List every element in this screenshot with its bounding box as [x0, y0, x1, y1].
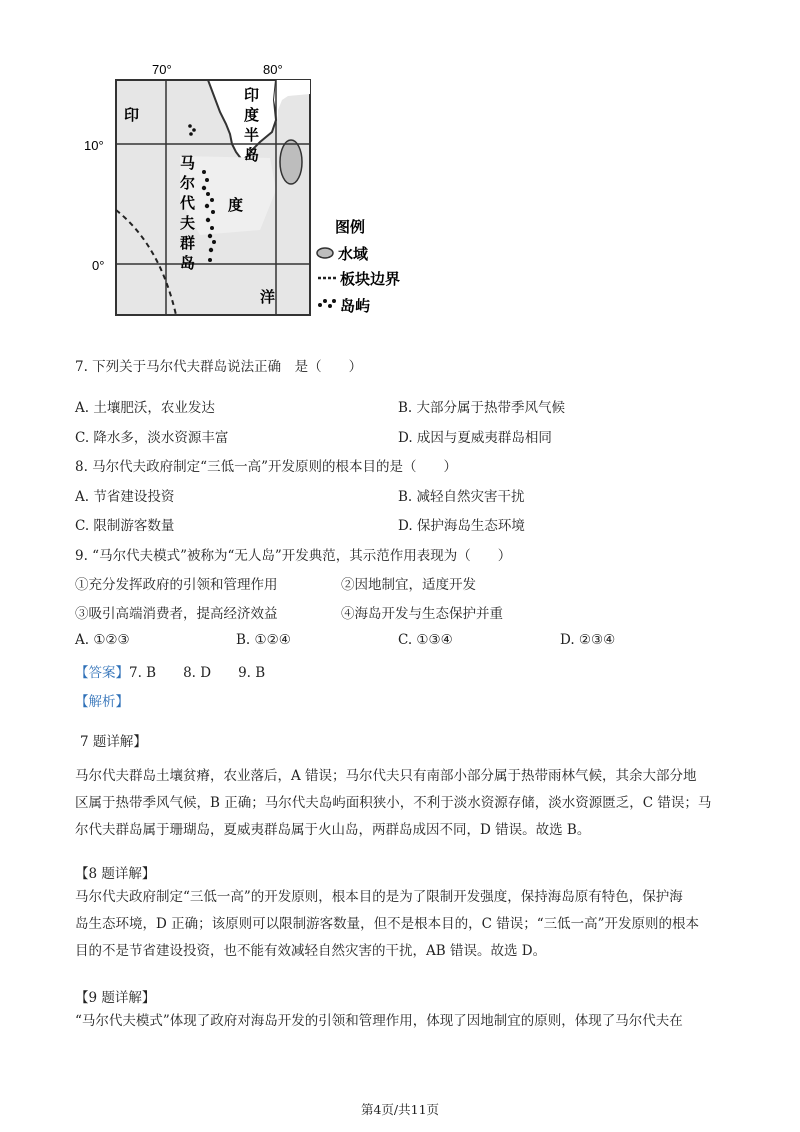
detail-8-line-2: 岛生态环境，D 正确；该原则可以限制游客数量，但不是根本目的，C 错误；“三低一高”开发原则的根本	[75, 916, 700, 932]
label-yang: 洋	[260, 288, 276, 306]
peninsula-char-4: 岛	[244, 146, 260, 164]
lat-label-10: 10°	[84, 138, 104, 153]
q8-stem: 8. 马尔代夫政府制定“三低一高”开发原则的根本目的是（ ）	[75, 459, 457, 475]
legend-plate: 板块边界	[340, 270, 401, 288]
q9-statement-4: ④海岛开发与生态保护并重	[341, 606, 503, 622]
peninsula-char-1: 印	[244, 86, 260, 104]
detail-8-body	[75, 884, 735, 965]
q9-statement-3: ③吸引高端消费者，提高经济效益	[75, 606, 278, 622]
q9-stem: 9. “马尔代夫模式”被称为“无人岛”开发典范，其示范作用表现为（ ）	[75, 548, 512, 564]
detail-8-line-1: 马尔代夫政府制定“三低一高”的开发原则，根本目的是为了限制开发强度，保持海岛原有特色，保护海	[75, 889, 683, 905]
q7-option-d: D. 成因与夏威夷群岛相同	[398, 430, 552, 446]
q9-option-a: A. ①②③	[75, 632, 130, 648]
q9-option-c: C. ①③④	[398, 632, 453, 648]
maldives-char-6: 岛	[180, 254, 196, 272]
detail-8-heading: 【8 题详解】	[75, 866, 156, 882]
sri-lanka-island	[280, 140, 302, 184]
maldives-char-4: 夫	[180, 214, 196, 232]
q9-statement-2: ②因地制宜，适度开发	[341, 577, 476, 593]
answer-line	[75, 661, 265, 681]
legend-island: 岛屿	[340, 297, 371, 315]
water-legend-icon	[317, 248, 333, 258]
label-yin: 印	[124, 106, 140, 124]
lon-label-70: 70°	[152, 62, 172, 77]
lat-label-0: 0°	[92, 258, 105, 273]
label-du: 度	[228, 196, 244, 214]
q7-option-a: A. 土壤肥沃，农业发达	[75, 400, 215, 416]
peninsula-char-3: 半	[244, 126, 260, 144]
maldives-char-3: 代	[180, 194, 196, 212]
detail-9-line-1: “马尔代夫模式”体现了政府对海岛开发的引领和管理作用，体现了因地制宜的原则，体现了马尔代夫在	[75, 1013, 683, 1029]
detail-7-body	[75, 763, 735, 844]
maldives-char-5: 群	[180, 234, 196, 252]
island-legend-icon	[318, 299, 336, 308]
q8-option-b: B. 减轻自然灾害干扰	[398, 489, 525, 505]
detail-7-line-3: 尔代夫群岛属于珊瑚岛，夏威夷群岛属于火山岛，两群岛成因不同，D 错误。故选 B。	[75, 822, 591, 838]
maldives-char-2: 尔	[180, 174, 196, 192]
q7-option-c: C. 降水多，淡水资源丰富	[75, 430, 229, 446]
map-legend	[317, 218, 400, 315]
q8-option-c: C. 限制游客数量	[75, 518, 175, 534]
analysis-label: 【解析】	[75, 694, 129, 710]
legend-water: 水域	[338, 245, 369, 263]
page-footer: 第4页/共11页	[360, 1102, 440, 1117]
detail-7-line-1: 马尔代夫群岛土壤贫瘠，农业落后，A 错误；马尔代夫只有南部小部分属于热带雨林气候，其余大部分地	[75, 768, 697, 784]
q9-option-d: D. ②③④	[560, 632, 616, 648]
answer-values: 7. B 8. D 9. B	[129, 665, 266, 681]
detail-8-line-3: 目的不是节省建设投资，也不能有效减轻自然灾害的干扰，AB 错误。故选 D。	[75, 943, 547, 959]
maldives-char-1: 马	[180, 154, 196, 172]
q7-option-b: B. 大部分属于热带季风气候	[398, 400, 566, 416]
q9-statement-1: ①充分发挥政府的引领和管理作用	[75, 577, 278, 593]
detail-9-heading: 【9 题详解】	[75, 990, 156, 1006]
peninsula-char-2: 度	[244, 106, 260, 124]
lon-label-80: 80°	[263, 62, 283, 77]
q9-option-b: B. ①②④	[236, 632, 291, 648]
detail-7-line-2: 区属于热带季风气候，B 正确；马尔代夫岛屿面积狭小，不利于淡水资源存储，淡水资源匮乏，C 错误；马	[75, 795, 712, 811]
detail-9-body	[75, 1008, 735, 1035]
detail-7-heading: 7 题详解】	[80, 734, 147, 750]
maldives-map	[80, 60, 420, 320]
q8-option-a: A. 节省建设投资	[75, 489, 175, 505]
answer-label: 【答案】	[75, 665, 129, 681]
legend-title: 图例	[335, 218, 366, 236]
q7-stem: 7. 下列关于马尔代夫群岛说法正确 是（ ）	[75, 359, 363, 375]
q8-option-d: D. 保护海岛生态环境	[398, 518, 525, 534]
